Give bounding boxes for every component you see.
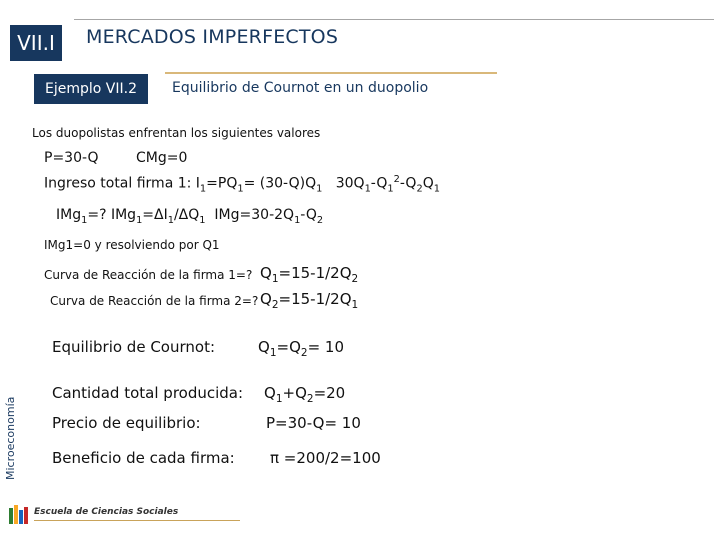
marginal-cost-equation: CMg=0 — [136, 150, 188, 166]
firm-profit-value: π =200/2=100 — [270, 449, 381, 467]
reaction-curve-2-label: Curva de Reacción de la firma 2=? — [50, 294, 259, 308]
firm-profit-label: Beneficio de cada firma: — [52, 449, 235, 467]
reaction-curve-1-label: Curva de Reacción de la firma 1=? — [44, 268, 253, 282]
reaction-curve-2-equation: $Q_2=15-1/2Q_1$ — [260, 290, 359, 311]
reaction-curve-1-equation: $Q_1=15-1/2Q_2$ — [260, 264, 359, 285]
header-top-rule — [74, 19, 714, 20]
example-badge: Ejemplo VII.2 — [34, 74, 148, 104]
total-quantity-label: Cantidad total producida: — [52, 384, 244, 402]
school-name: Escuela de Ciencias Sociales — [34, 507, 179, 517]
course-side-label: Microeconomía — [4, 396, 17, 480]
cournot-equilibrium-label: Equilibrio de Cournot: — [52, 338, 216, 356]
slide-subtitle: Equilibrio de Cournot en un duopolio — [172, 80, 429, 96]
footer-logo — [8, 502, 238, 526]
header-bottom-rule — [165, 72, 497, 74]
total-revenue-line: Ingreso total firma 1: $I_1=PQ_1= (30-Q)Q_1$ $30Q_1-Q_1^2-Q_2Q_1$ — [44, 174, 440, 195]
marginal-revenue-condition: IMg1=0 y resolviendo por Q1 — [44, 238, 220, 252]
school-logo-icon — [8, 502, 30, 526]
equilibrium-price-label: Precio de equilibrio: — [52, 414, 201, 432]
equilibrium-price-value: P=30-Q= 10 — [266, 414, 361, 432]
footer-logo-rule — [34, 520, 240, 521]
demand-equation: P=30-Q — [44, 150, 99, 166]
marginal-revenue-line: IMg$_1$=? $IMg_1=\Delta I_1/\Delta Q_1$ $IMg=30-2Q_1-Q_2$ — [56, 207, 324, 226]
slide-title: MERCADOS IMPERFECTOS — [86, 26, 339, 48]
cournot-equilibrium-value: $Q_1=Q_2= 10$ — [258, 338, 344, 359]
intro-text: Los duopolistas enfrentan los siguientes valores — [32, 126, 321, 140]
total-quantity-value: $Q_1+Q_2=20$ — [264, 384, 346, 405]
chapter-badge: VII.I — [10, 25, 62, 61]
